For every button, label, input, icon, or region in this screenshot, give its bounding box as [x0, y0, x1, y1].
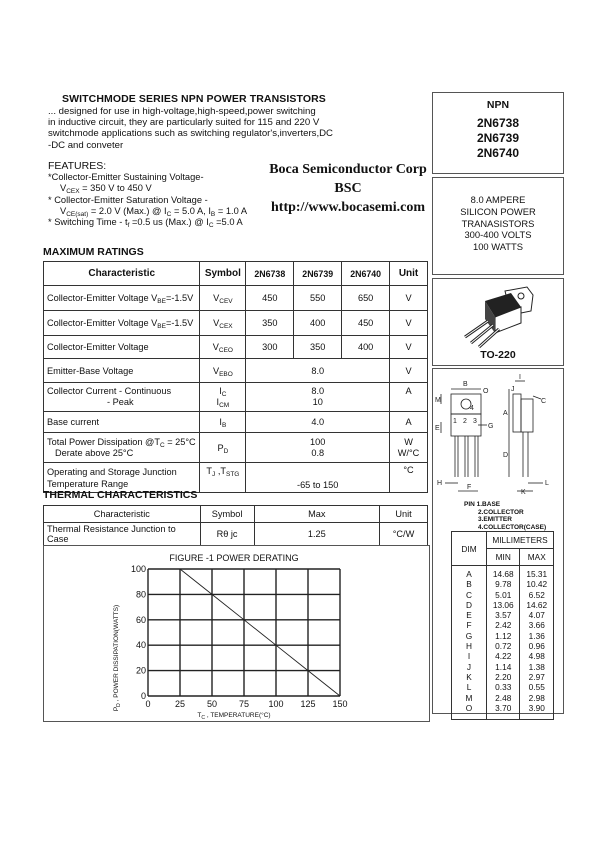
symbol-cell: $I_C$ $I_{CM}$	[200, 383, 246, 412]
feature-subscript: CEX	[66, 188, 80, 196]
value-cell: 350	[246, 311, 294, 336]
dim-row	[452, 620, 554, 630]
company-abbr: BSC	[334, 181, 362, 196]
svg-text:B: B	[463, 381, 468, 388]
value-cell: 300	[246, 336, 294, 359]
pin-label: 4.COLLECTOR(CASE)	[478, 523, 547, 531]
spec-line: 8.0 AMPERE	[470, 194, 526, 205]
dim-min: 14.68	[487, 566, 520, 580]
company-block	[258, 160, 438, 217]
svg-text:J: J	[511, 386, 515, 393]
characteristic-cell: Collector-Emitter Voltage	[44, 336, 200, 359]
dim-min: 2.48	[487, 693, 520, 703]
dim-letter: E	[452, 610, 487, 620]
table-row	[44, 433, 428, 463]
x-tick-label: 125	[300, 699, 316, 709]
intro-line: in inductive circuit, they are particularly suited for 115 and 220 V	[48, 117, 320, 129]
pin-assignments	[464, 501, 546, 531]
y-tick-label: 80	[135, 589, 146, 600]
column-header: Characteristic	[44, 506, 201, 523]
dim-letter: O	[452, 703, 487, 720]
table-header-row	[44, 262, 428, 286]
x-tick-label: 0	[145, 699, 151, 709]
dim-letter: L	[452, 682, 487, 692]
dim-max: 6.52	[520, 590, 554, 600]
unit-cell: V	[390, 311, 428, 336]
spec-line: TRANASISTORS	[461, 217, 535, 229]
svg-text:M: M	[435, 397, 441, 404]
dim-row	[452, 641, 554, 651]
symbol-cell: $P_D$	[200, 433, 246, 463]
svg-text:K: K	[521, 489, 526, 496]
characteristic-cell: Thermal Resistance Junction to Case	[44, 523, 201, 546]
dim-row	[452, 672, 554, 682]
symbol-cell: $V_{CEX}$	[200, 311, 246, 336]
characteristic-cell: Operating and Storage Junction Temperature Range	[44, 463, 200, 493]
table-row	[44, 523, 428, 546]
dim-row	[452, 662, 554, 672]
unit-cell: V	[390, 359, 428, 383]
spec-line: 300-400 VOLTS	[464, 229, 532, 241]
unit-cell: A	[390, 412, 428, 433]
table-row	[44, 463, 428, 493]
y-tick-label: 40	[135, 640, 146, 651]
value-cell: -65 to 150	[246, 463, 390, 493]
spec-summary-box	[432, 177, 564, 275]
max-header: MAX	[520, 549, 554, 566]
dim-row	[452, 682, 554, 692]
to220-package-icon	[433, 281, 563, 351]
company-name: Boca Semiconductor Corp	[269, 162, 427, 177]
pin-label: PIN 1.BASE	[464, 501, 501, 508]
y-tick-label: 0	[140, 691, 146, 701]
max-ratings-table	[43, 261, 428, 493]
column-header: Symbol	[200, 262, 246, 286]
value-cell: 4.0	[246, 412, 390, 433]
feature-text: =0.5 us (Max.) @ I	[129, 217, 209, 228]
dim-min: 13.06	[487, 600, 520, 610]
dim-min: 0.33	[487, 682, 520, 692]
chart-svg	[44, 546, 429, 721]
svg-text:4: 4	[470, 405, 474, 412]
svg-text:1: 1	[453, 418, 457, 425]
package-box	[432, 278, 564, 366]
dim-max: 3.66	[520, 620, 554, 630]
package-label: TO-220	[480, 349, 516, 361]
column-header: Unit	[390, 262, 428, 286]
feature-subscript: f	[127, 222, 130, 230]
max-ratings-heading: MAXIMUM RATINGS	[43, 246, 144, 258]
characteristic-cell: Collector-Emitter Voltage $V_{BE}=-1.5V$	[44, 311, 200, 336]
x-tick-label: 150	[332, 699, 348, 709]
unit-cell: V	[390, 286, 428, 311]
characteristic-cell: Total Power Dissipation $@T_C = 25^\circ C$ Derate above 25°C	[44, 433, 200, 463]
feature-text: = 1.0 A	[215, 205, 248, 216]
dim-max: 4.07	[520, 610, 554, 620]
dim-letter: D	[452, 600, 487, 610]
column-header: 2N6738	[246, 262, 294, 286]
intro-line: switchmode applications such as switching regulator's,inverters,DC	[48, 128, 333, 140]
feature-text: =5.0 A	[213, 217, 243, 228]
characteristic-cell: Collector Current - Continuous - Peak	[44, 383, 200, 412]
dim-row	[452, 703, 554, 720]
chart-title: FIGURE -1 POWER DERATING	[169, 553, 299, 563]
feature-subscript: B	[210, 210, 216, 218]
symbol-cell: $V_{CEO}$	[200, 336, 246, 359]
dim-letter: I	[452, 651, 487, 661]
table-header-row	[44, 506, 428, 523]
dim-min: 4.22	[487, 651, 520, 661]
x-tick-label: 75	[238, 699, 250, 709]
column-header: Characteristic	[44, 262, 200, 286]
dim-letter: G	[452, 631, 487, 641]
unit-cell: °C/W	[380, 523, 428, 546]
pin-label: 3.EMITTER	[478, 516, 512, 523]
intro-line: -DC and conveter	[48, 139, 124, 151]
value-cell: 100 0.8	[246, 433, 390, 463]
characteristic-cell: Collector-Emitter Voltage $V_{BE}=-1.5V$	[44, 286, 200, 311]
symbol-cell: $T_J$ $,T_{STG}$	[200, 463, 246, 493]
dim-max: 3.90	[520, 703, 554, 720]
part-number: 2N6740	[476, 146, 520, 160]
spec-line: 100 WATTS	[472, 241, 523, 253]
part-number-box	[432, 92, 564, 174]
dim-max: 4.98	[520, 651, 554, 661]
feature-subscript: C	[208, 222, 214, 230]
intro-paragraph	[48, 106, 378, 151]
symbol-cell: $V_{CEV}$	[200, 286, 246, 311]
value-cell: 400	[342, 336, 390, 359]
dim-row	[452, 693, 554, 703]
dim-max: 0.96	[520, 641, 554, 651]
svg-text:G: G	[488, 423, 494, 430]
x-tick-label: 100	[268, 699, 284, 709]
feature-text: * Switching Time - t	[48, 217, 128, 228]
table-row	[44, 311, 428, 336]
feature-item	[48, 172, 247, 183]
dim-min: 1.14	[487, 662, 520, 672]
dim-row	[452, 600, 554, 610]
value-cell: 650	[342, 286, 390, 311]
dim-min: 2.42	[487, 620, 520, 630]
package-dimension-drawing	[433, 369, 563, 499]
svg-text:O: O	[483, 388, 489, 395]
feature-item	[48, 183, 247, 194]
dim-min: 1.12	[487, 631, 520, 641]
document-title: SWITCHMODE SERIES NPN POWER TRANSISTORS	[62, 93, 326, 105]
dim-letter: A	[452, 566, 487, 580]
dim-max: 10.42	[520, 579, 554, 589]
x-tick-label: 25	[174, 699, 186, 709]
part-number: 2N6738	[476, 116, 520, 130]
column-header: 2N6739	[294, 262, 342, 286]
value-cell: 400	[294, 311, 342, 336]
dim-max: 2.98	[520, 693, 554, 703]
svg-text:I: I	[519, 374, 521, 381]
table-row	[44, 336, 428, 359]
x-tick-label: 50	[206, 699, 218, 709]
dim-min: 0.72	[487, 641, 520, 651]
features-heading: FEATURES:	[48, 160, 107, 172]
dim-row	[452, 610, 554, 620]
thermal-heading: THERMAL CHARACTERISTICS	[43, 489, 198, 501]
column-header: Max	[254, 506, 380, 523]
svg-text:H: H	[437, 480, 443, 487]
dim-max: 15.31	[520, 566, 554, 580]
feature-text: = 350 V to 450 V	[79, 183, 152, 194]
column-header: Unit	[380, 506, 428, 523]
features-list	[48, 172, 247, 228]
dim-row	[452, 579, 554, 589]
company-url[interactable]: http://www.bocasemi.com	[271, 200, 425, 215]
svg-text:L: L	[545, 480, 549, 487]
dim-letter: J	[452, 662, 487, 672]
dimensions-table	[451, 531, 554, 720]
x-axis-label: $T_C$ , TEMPERATURE(°C)	[197, 712, 271, 721]
feature-text: = 2.0 V (Max.) @ I	[88, 205, 167, 216]
dim-row	[452, 566, 554, 580]
table-row	[44, 286, 428, 311]
feature-text: * Collector-Emitter Saturation Voltage -	[48, 194, 208, 205]
feature-text: = 5.0 A, I	[171, 205, 211, 216]
y-tick-label: 20	[135, 665, 146, 676]
dim-letter: M	[452, 693, 487, 703]
unit-cell: A	[390, 383, 428, 412]
svg-text:F: F	[467, 484, 472, 491]
dim-letter: C	[452, 590, 487, 600]
unit-cell: W W/°C	[390, 433, 428, 463]
svg-text:D: D	[503, 452, 509, 459]
value-cell: 8.0	[246, 359, 390, 383]
dim-max: 1.36	[520, 631, 554, 641]
derating-line	[180, 569, 340, 696]
svg-text:2: 2	[463, 418, 467, 425]
unit-header: MILLIMETERS	[487, 532, 554, 549]
spec-line: SILICON POWER	[460, 205, 536, 217]
value-cell: 550	[294, 286, 342, 311]
y-axis-label: $P_D$ , POWER DISSIPATION(WATTS)	[113, 604, 122, 712]
value-cell: 450	[342, 311, 390, 336]
symbol-cell: $I_B$	[200, 412, 246, 433]
dim-row	[452, 590, 554, 600]
pin-label: 2.COLLECTOR	[478, 508, 524, 516]
power-derating-chart	[43, 545, 430, 722]
feature-item	[48, 195, 247, 206]
dim-max: 14.62	[520, 600, 554, 610]
value-cell: 8.0 10	[246, 383, 390, 412]
feature-item	[48, 206, 247, 217]
thermal-table	[43, 505, 428, 546]
unit-cell: V	[390, 336, 428, 359]
characteristic-cell: Base current	[44, 412, 200, 433]
transistor-type: NPN	[486, 99, 510, 111]
feature-text: *Collector-Emitter Sustaining Voltage-	[48, 172, 204, 182]
dim-letter: H	[452, 641, 487, 651]
dim-min: 3.57	[487, 610, 520, 620]
feature-subscript: CE(sat)	[66, 210, 89, 218]
dim-letter: F	[452, 620, 487, 630]
dim-row	[452, 631, 554, 641]
dim-min: 3.70	[487, 703, 520, 720]
characteristic-cell: Emitter-Base Voltage	[44, 359, 200, 383]
feature-symbol: V	[60, 205, 67, 216]
svg-text:A: A	[503, 410, 508, 417]
value-cell: 1.25	[254, 523, 380, 546]
svg-text:3: 3	[473, 418, 477, 425]
table-row	[44, 359, 428, 383]
table-row	[44, 383, 428, 412]
feature-symbol: V	[60, 183, 67, 194]
column-header: Symbol	[200, 506, 254, 523]
part-number: 2N6739	[476, 131, 520, 145]
intro-line: ... designed for use in high-voltage,high-speed,power switching	[48, 106, 316, 117]
y-tick-label: 60	[135, 614, 146, 625]
dim-max: 1.38	[520, 662, 554, 672]
value-cell: 450	[246, 286, 294, 311]
dim-header: DIM	[452, 532, 487, 566]
svg-text:E: E	[435, 425, 440, 432]
symbol-cell: $V_{EBO}$	[200, 359, 246, 383]
value-cell: 350	[294, 336, 342, 359]
min-header: MIN	[487, 549, 520, 566]
dim-max: 0.55	[520, 682, 554, 692]
dim-max: 2.97	[520, 672, 554, 682]
dim-letter: K	[452, 672, 487, 682]
dim-min: 2.20	[487, 672, 520, 682]
dim-letter: B	[452, 579, 487, 589]
y-tick-label: 100	[130, 564, 146, 574]
svg-text:C: C	[541, 398, 547, 405]
column-header: 2N6740	[342, 262, 390, 286]
dim-min: 9.78	[487, 579, 520, 589]
unit-cell: °C	[390, 463, 428, 493]
feature-subscript: C	[166, 210, 172, 218]
feature-item	[48, 217, 247, 228]
dim-row	[452, 651, 554, 661]
dim-min: 5.01	[487, 590, 520, 600]
table-row	[44, 412, 428, 433]
symbol-cell: Rθ jc	[200, 523, 254, 546]
